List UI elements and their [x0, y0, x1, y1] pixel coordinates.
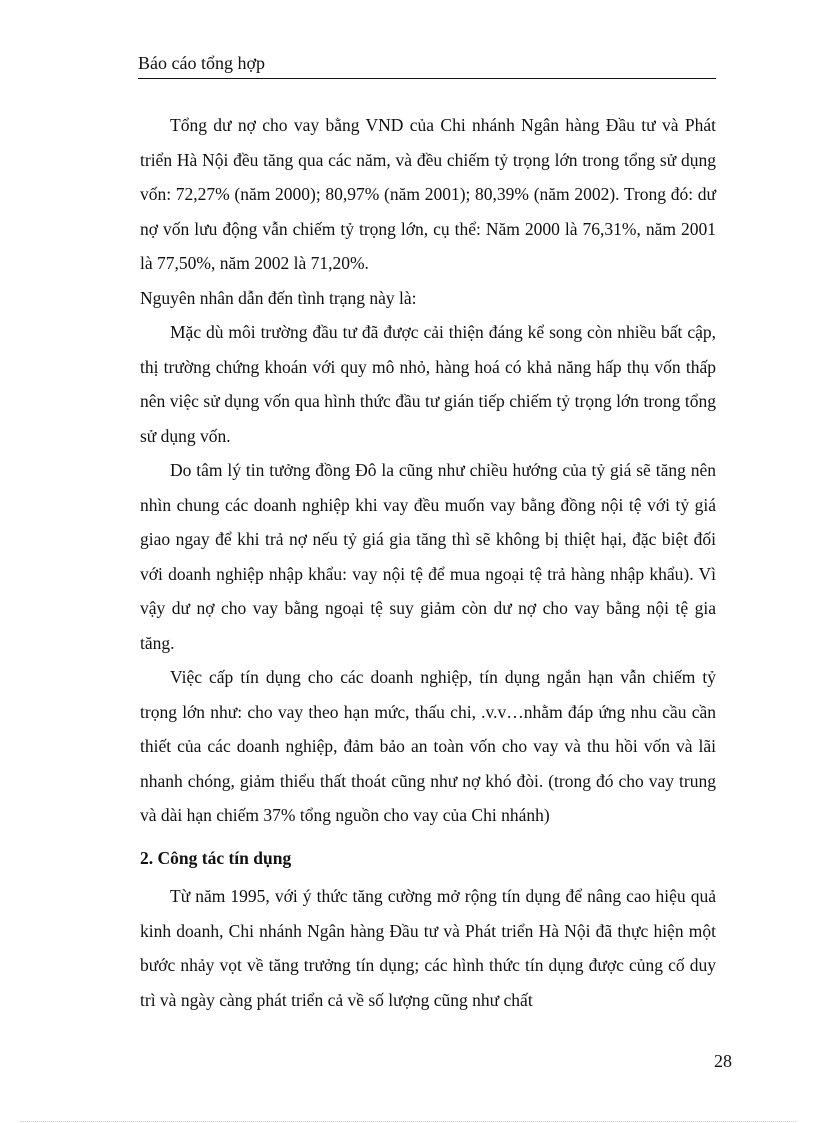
paragraph-investment-environment: Mặc dù môi trường đầu tư đã được cải thiện đáng kể song còn nhiều bất cập, thị trường chứng khoán với quy mô nhỏ, hàng hoá có khả năng hấp thụ vốn thấp nên việc sử dụng vốn qua hình thức đầu tư gián tiếp chiếm tỷ trọng lớn trong tổng sử dụng vốn.	[140, 322, 716, 446]
header-title: Báo cáo tổng hợp	[138, 53, 265, 73]
section-heading: 2. Công tác tín dụng	[140, 847, 292, 868]
page-bottom-divider	[20, 1121, 796, 1122]
body-text	[140, 108, 716, 1017]
paragraph-causes-intro: Nguyên nhân dẫn đến tình trạng này là:	[140, 287, 417, 308]
paragraph-credit-supply: Việc cấp tín dụng cho các doanh nghiệp, tín dụng ngắn hạn vẫn chiếm tỷ trọng lớn như: cho vay theo hạn mức, thấu chi, .v.v…nhằm đáp ứng nhu cầu cần thiết của các doanh nghiệp, đảm bảo an toàn vốn cho vay và thu hồi vốn và lãi nhanh chóng, giảm thiểu thất thoát cũng như nợ khó đòi. (trong đó cho vay trung và dài hạn chiếm 37% tổng nguồn cho vay của Chi nhánh)	[140, 667, 716, 825]
paragraph-credit-work: Từ năm 1995, với ý thức tăng cường mở rộng tín dụng để nâng cao hiệu quả kinh doanh, Chi nhánh Ngân hàng Đầu tư và Phát triển Hà Nội đã thực hiện một bước nhảy vọt về tăng trưởng tín dụng; các hình thức tín dụng được củng cố duy trì và ngày càng phát triển cả về số lượng cũng như chất	[140, 886, 716, 1010]
page-header	[138, 52, 716, 79]
paragraph-loan-balance: Tổng dư nợ cho vay bằng VND của Chi nhánh Ngân hàng Đầu tư và Phát triển Hà Nội đều tăng qua các năm, và đều chiếm tỷ trọng lớn trong tổng sử dụng vốn: 72,27% (năm 2000); 80,97% (năm 2001); 80,39% (năm 2002). Trong đó: dư nợ vốn lưu động vẫn chiếm tỷ trọng lớn, cụ thể: Năm 2000 là 76,31%, năm 2001 là 77,50%, năm 2002 là 71,20%.	[140, 115, 716, 273]
page-number: 28	[714, 1051, 732, 1071]
paragraph-exchange-rate: Do tâm lý tin tưởng đồng Đô la cũng như chiều hướng của tỷ giá sẽ tăng nên nhìn chung các doanh nghiệp khi vay đều muốn vay bằng đồng nội tệ với tỷ giá giao ngay để khi trả nợ nếu tỷ giá gia tăng thì sẽ không bị thiệt hại, đặc biệt đối với doanh nghiệp nhập khẩu: vay nội tệ để mua ngoại tệ trả hàng nhập khẩu). Vì vậy dư nợ cho vay bằng ngoại tệ suy giảm còn dư nợ cho vay bằng nội tệ gia tăng.	[140, 460, 716, 653]
